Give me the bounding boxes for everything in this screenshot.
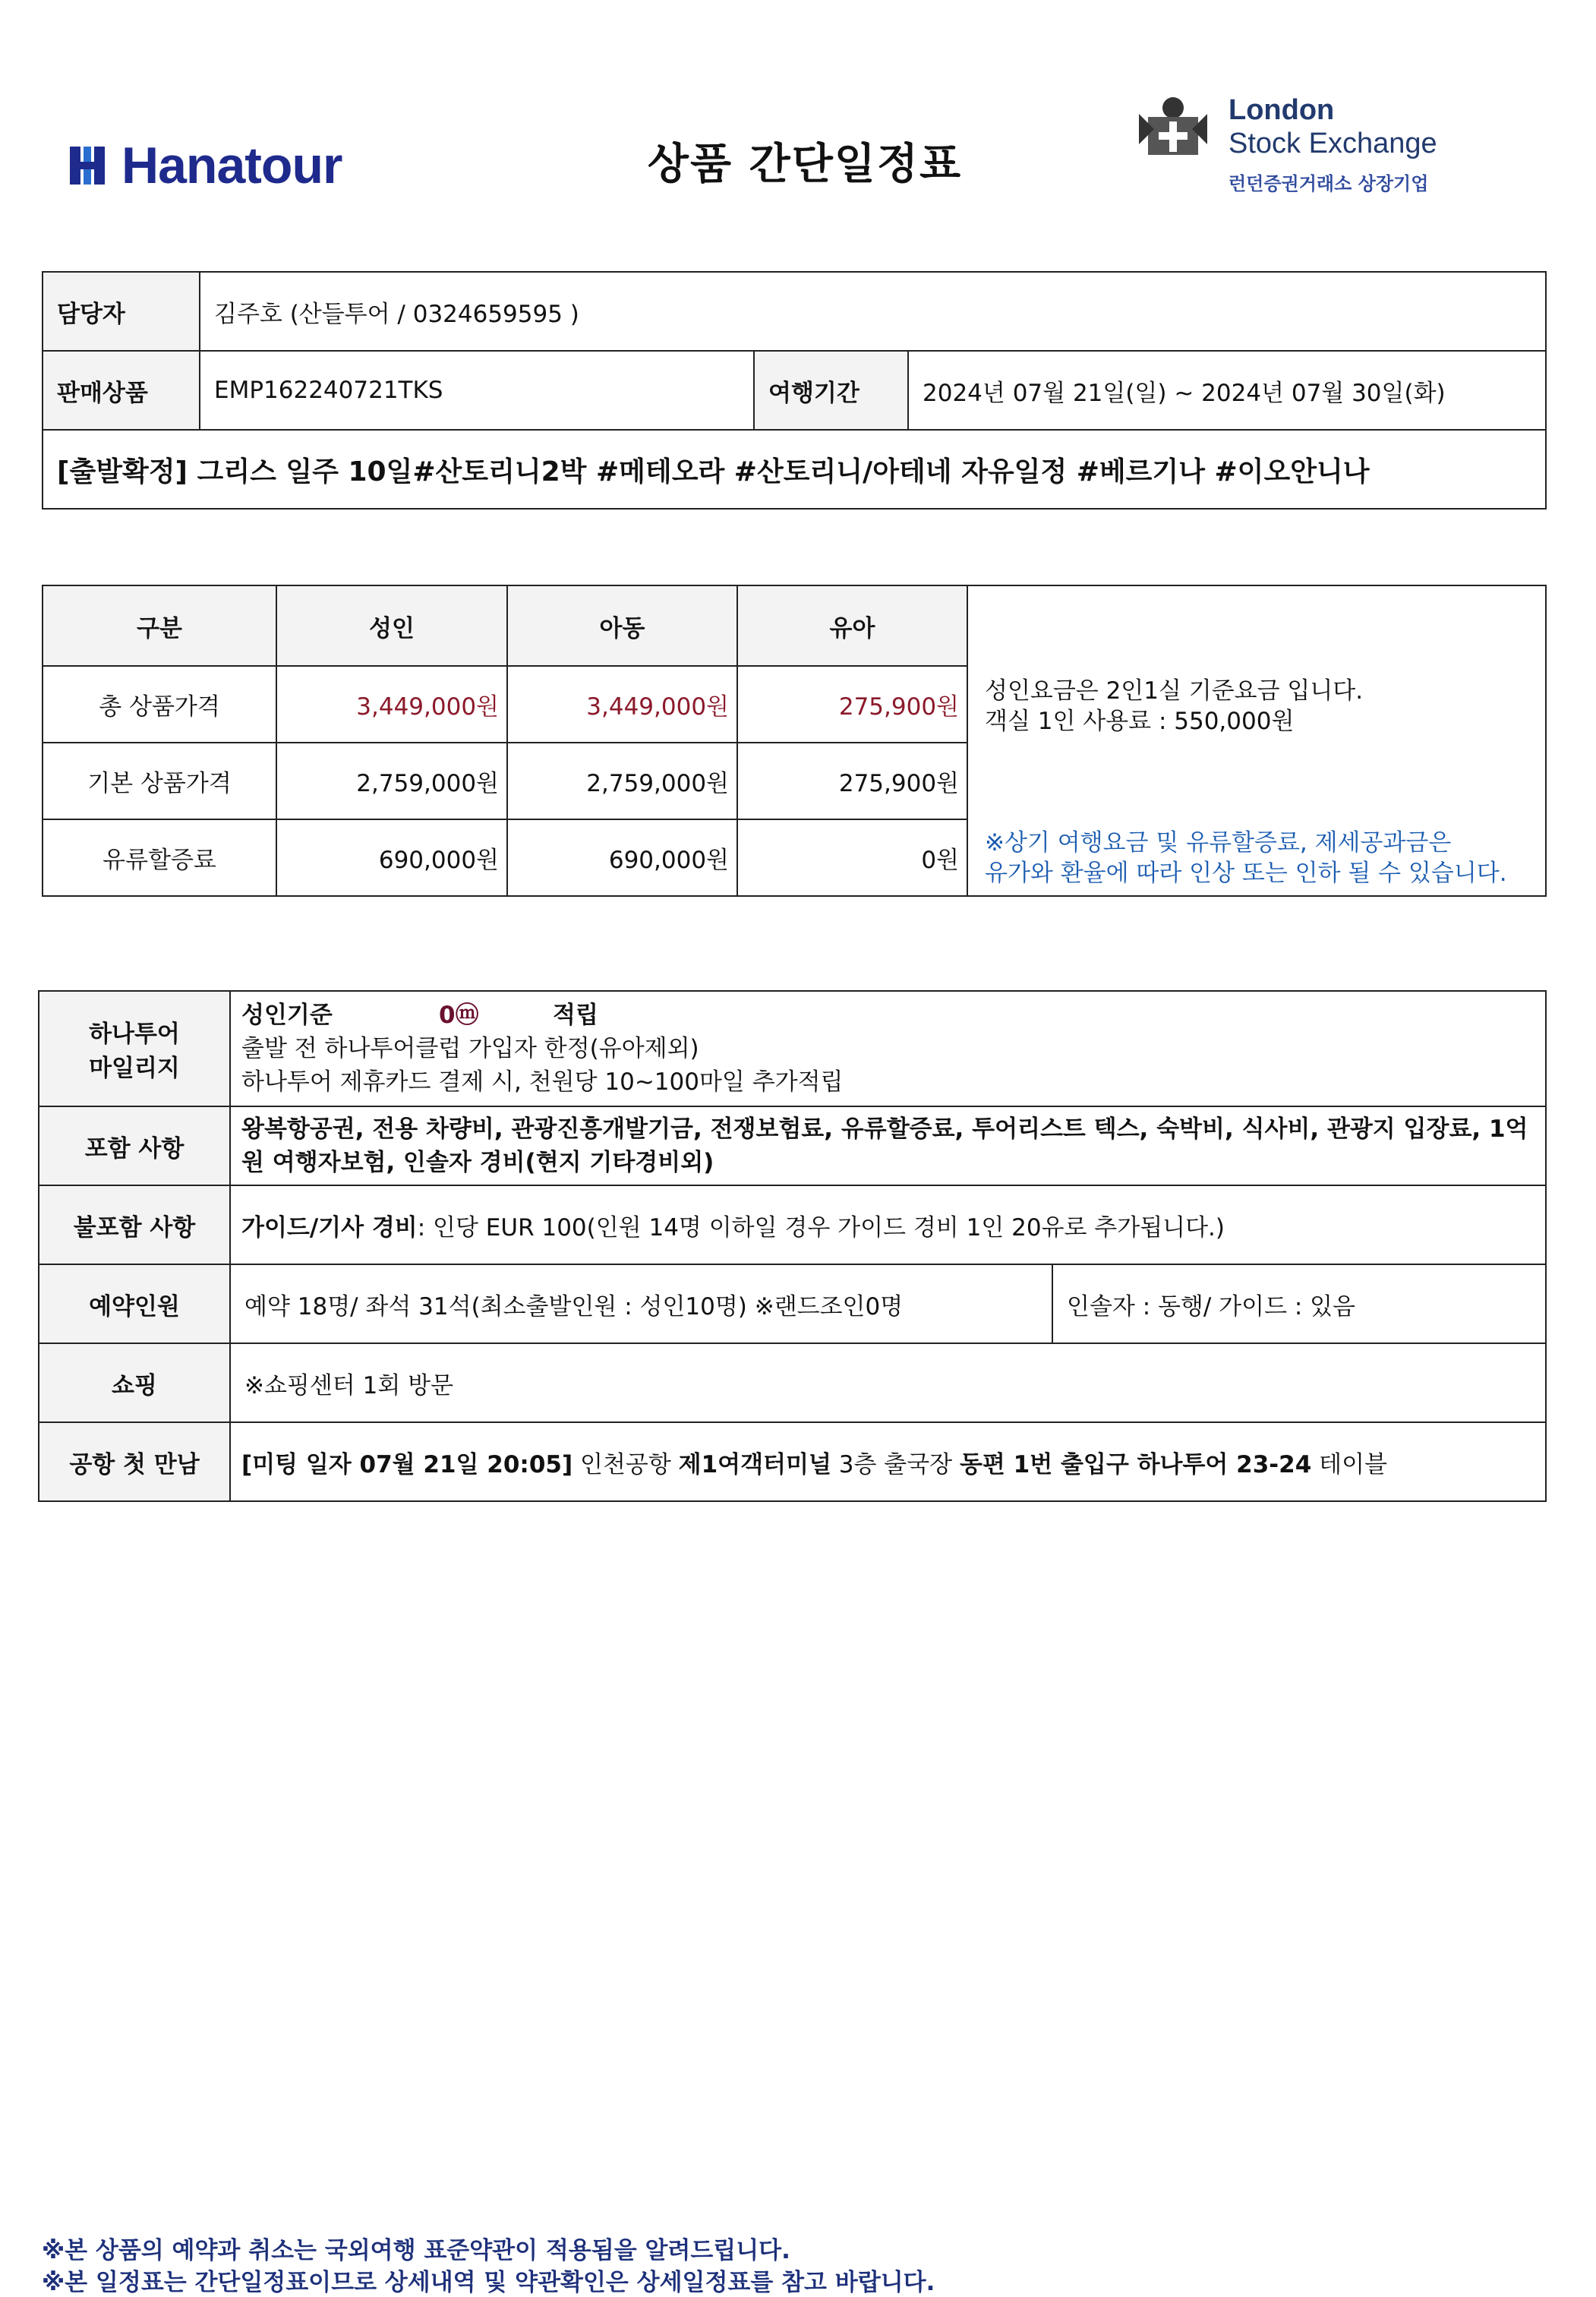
meeting-text-3: 테이블 <box>1311 1450 1388 1478</box>
lse-crest-icon <box>1131 84 1215 167</box>
price-cell: 690,000원 <box>507 819 737 896</box>
price-cell: 3,449,000원 <box>507 666 737 743</box>
lse-name-line-2: Stock Exchange <box>1229 128 1437 159</box>
price-note-3: ※상기 여행요금 및 유류할증료, 제세공과금은 <box>985 829 1452 857</box>
travel-period-label: 여행기간 <box>754 351 908 430</box>
mileage-adult-label: 성인기준 <box>241 1002 333 1029</box>
mileage-label-line-2: 마일리지 <box>89 1055 180 1082</box>
meeting-label: 공항 첫 만남 <box>39 1422 230 1501</box>
meeting-bold-1: [미팅 일자 07월 21일 20:05] <box>241 1450 573 1478</box>
footer-note-2: ※본 일정표는 간단일정표이므로 상세내역 및 약관확인은 상세일정표를 참고 바랍니다. <box>42 2269 935 2296</box>
meeting-text-1: 인천공항 <box>572 1450 679 1478</box>
mileage-label-line-1: 하나투어 <box>89 1021 180 1048</box>
mileage-value <box>230 991 1546 1106</box>
manager-value: 김주호 (산들투어 / 0324659595 ) <box>200 272 1546 351</box>
travel-period-value: 2024년 07월 21일(일) ~ 2024년 07월 30일(화) <box>908 351 1546 430</box>
price-cell: 0원 <box>737 819 967 896</box>
price-row-label: 총 상품가격 <box>43 666 276 743</box>
tour-title: [출발확정] 그리스 일주 10일#산토리니2박 #메테오라 #산토리니/아테네 자유일정 #베르기나 #이오안니나 <box>43 430 1546 509</box>
price-cell: 2,759,000원 <box>276 743 507 819</box>
meeting-value <box>230 1422 1546 1501</box>
price-header-category: 구분 <box>43 585 276 666</box>
mileage-head <box>241 999 1531 1032</box>
hanatour-logo <box>67 137 342 194</box>
details-table <box>38 990 1547 1502</box>
mileage-line-3: 하나투어 제휴카드 결제 시, 천원당 10~100마일 추가적립 <box>241 1068 844 1096</box>
included-label: 포함 사항 <box>39 1106 230 1185</box>
booking-label: 예약인원 <box>39 1264 230 1343</box>
excluded-bold: 가이드/기사 경비 <box>241 1213 418 1242</box>
product-info-table <box>42 271 1547 510</box>
price-note-1: 성인요금은 2인1실 기준요금 입니다. <box>985 677 1364 705</box>
excluded-value <box>230 1185 1546 1264</box>
hanatour-logo-mark-icon <box>67 142 114 189</box>
product-code-label: 판매상품 <box>43 351 200 430</box>
document-title: 상품 간단일정표 <box>647 140 963 189</box>
booking-value: 예약 18명/ 좌석 31석(최소출발인원 : 성인10명) ※랜드조인0명 <box>230 1264 1052 1343</box>
price-cell: 2,759,000원 <box>507 743 737 819</box>
price-cell: 275,900원 <box>737 743 967 819</box>
mileage-label <box>39 991 230 1106</box>
shopping-value: ※쇼핑센터 1회 방문 <box>230 1343 1546 1422</box>
price-notes <box>967 585 1546 896</box>
lse-logo <box>1131 84 1458 197</box>
mileage-earn-label: 적립 <box>553 1002 598 1029</box>
shopping-label: 쇼핑 <box>39 1343 230 1422</box>
lse-listed-label: 런던증권거래소 상장기업 <box>1229 173 1429 194</box>
price-note-2: 객실 1인 사용료 : 550,000원 <box>985 708 1295 735</box>
price-cell: 275,900원 <box>737 666 967 743</box>
footer-note-1: ※본 상품의 예약과 취소는 국외여행 표준약관이 적용됨을 알려드립니다. <box>42 2237 790 2264</box>
price-note-4: 유가와 환율에 따라 인상 또는 인하 될 수 있습니다. <box>985 860 1507 887</box>
price-header-adult: 성인 <box>276 585 507 666</box>
meeting-bold-2: 제1여객터미널 <box>678 1450 831 1478</box>
lse-name-line-1: London <box>1229 94 1335 126</box>
manager-label: 담당자 <box>43 272 200 351</box>
price-row-label: 기본 상품가격 <box>43 743 276 819</box>
price-table <box>42 585 1547 897</box>
excluded-label: 불포함 사항 <box>39 1185 230 1264</box>
meeting-text-2: 3층 출국장 <box>831 1450 960 1478</box>
escort-value: 인솔자 : 동행/ 가이드 : 있음 <box>1052 1264 1546 1343</box>
excluded-text: : 인당 EUR 100(인원 14명 이하일 경우 가이드 경비 1인 20유로 추가됩니다.) <box>417 1213 1225 1242</box>
mileage-amount: 0ⓜ <box>439 1002 479 1029</box>
price-header-infant: 유아 <box>737 585 967 666</box>
price-row-label: 유류할증료 <box>43 819 276 896</box>
meeting-bold-3: 동편 1번 출입구 하나투어 23-24 <box>959 1450 1312 1478</box>
hanatour-logo-text: Hanatour <box>121 137 342 194</box>
price-cell: 3,449,000원 <box>276 666 507 743</box>
product-code-value: EMP162240721TKS <box>200 351 754 430</box>
included-value: 왕복항공권, 전용 차량비, 관광진흥개발기금, 전쟁보험료, 유류할증료, 투어리스트 텍스, 숙박비, 식사비, 관광지 입장료, 1억원 여행자보험, 인솔자 경비(현지 기타경비외) <box>230 1106 1546 1185</box>
price-cell: 690,000원 <box>276 819 507 896</box>
mileage-line-2: 출발 전 하나투어클럽 가입자 한정(유아제외) <box>241 1035 699 1062</box>
price-header-child: 아동 <box>507 585 737 666</box>
